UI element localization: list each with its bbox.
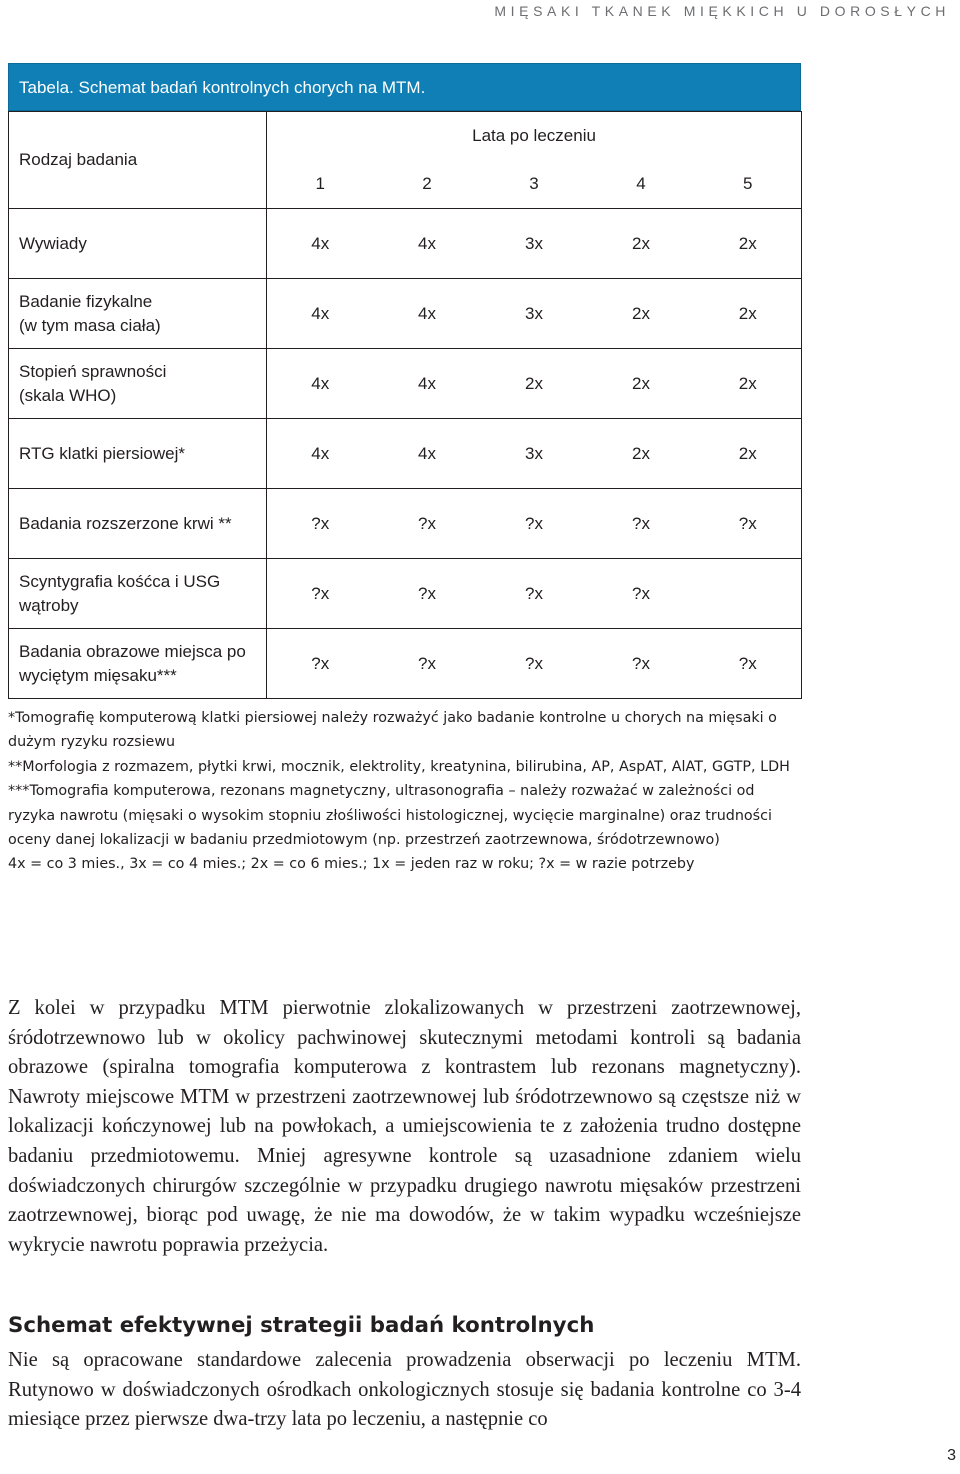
row-label-line: Stopień sprawności (19, 361, 167, 381)
table-row (9, 419, 802, 489)
row-label-line: RTG klatki piersiowej* (19, 443, 185, 463)
footnote-imaging: ***Tomografia komputerowa, rezonans magnetyczny, ultrasonografia – należy rozważać w zależności od ryzyka nawrotu (mięsaki o wysokim stopniu złośliwości histologicznej, wycięcie marginalne) oraz trudności oceny danej lokalizacji w badaniu przedmiotowym (np. przestrzeń zaotrzewnowa, śródotrzewnowo) (8, 783, 772, 849)
row-label-line: Badania obrazowe miejsca po (19, 641, 246, 661)
row-label (9, 559, 267, 629)
header-year-5: 5 (695, 160, 802, 209)
footnote-chest-ct: *Tomografię komputerową klatki piersiowej należy rozważyć jako badanie kontrolne u chorych na mięsaki o dużym ryzyku rozsiewu (8, 710, 777, 751)
cell-year-5: 2x (695, 419, 802, 489)
row-label (9, 419, 267, 489)
row-label-line: Wywiady (19, 233, 87, 253)
control-schedule-table (8, 111, 802, 699)
body-paragraph-2 (8, 1346, 801, 1435)
cell-year-3: 3x (481, 209, 588, 279)
paragraph-strategy: Nie są opracowane standardowe zalecenia prowadzenia obserwacji po leczeniu MTM. Rutynowo w doświadczonych ośrodkach onkologicznych stosuje się badania kontrolne co 3-4 miesiące przez pierwsze dwa-trzy lata po leczeniu, a następnie co (8, 1349, 801, 1431)
header-years-after-treatment: Lata po leczeniu (267, 112, 802, 161)
cell-year-1: 4x (267, 349, 374, 419)
paragraph-retroperitoneal: Z kolei w przypadku MTM pierwotnie zlokalizowanych w przestrzeni zaotrzewnowej, śródotrzewnowo lub w okolicy pachwinowej skutecznymi metodami kontroli są badania obrazowe (spiralna tomografia komputerowa z kontrastem lub rezonans magnetyczny). Nawroty miejscowe MTM w przestrzeni zaotrzewnowej lub śródotrzewnowo są częstsze niż w lokalizacji kończynowej lub na powłokach, a umiejscowienia te z założenia trudno dostępne badaniu przedmiotowemu. Mniej agresywne kontrole są uzasadnione zdaniem wielu doświadczonych chirurgów szczególnie w przypadku drugiego nawrotu mięsaków przestrzeni zaotrzewnowej, biorąc pod uwagę, że nie ma dowodów, że w takim wypadku wcześniejsze wykrycie nawrotu poprawia przeżycia. (8, 997, 801, 1256)
row-label-line: Badania rozszerzone krwi ** (19, 513, 232, 533)
cell-year-1: 4x (267, 209, 374, 279)
cell-year-4: 2x (588, 209, 695, 279)
cell-year-5: 2x (695, 209, 802, 279)
row-label (9, 349, 267, 419)
cell-year-1: 4x (267, 419, 374, 489)
cell-year-4: 2x (588, 279, 695, 349)
table-row (9, 209, 802, 279)
row-label (9, 489, 267, 559)
row-label-line: (w tym masa ciała) (19, 315, 161, 335)
table-footnotes (8, 706, 798, 877)
cell-year-4: ?x (588, 559, 695, 629)
table-row (9, 489, 802, 559)
cell-year-1: ?x (267, 489, 374, 559)
cell-year-1: ?x (267, 559, 374, 629)
row-label (9, 629, 267, 699)
cell-year-1: 4x (267, 279, 374, 349)
body-paragraph (8, 994, 801, 1260)
page-number: 3 (947, 1447, 956, 1464)
row-label-line: Scyntygrafia kośćca i USG (19, 571, 221, 591)
row-label (9, 209, 267, 279)
cell-year-3: ?x (481, 559, 588, 629)
cell-year-4: ?x (588, 489, 695, 559)
cell-year-2: ?x (374, 559, 481, 629)
cell-year-2: 4x (374, 209, 481, 279)
cell-year-3: 3x (481, 279, 588, 349)
cell-year-5: 2x (695, 349, 802, 419)
cell-year-2: 4x (374, 349, 481, 419)
table-row (9, 559, 802, 629)
cell-year-5: ?x (695, 629, 802, 699)
header-year-1: 1 (267, 160, 374, 209)
cell-year-2: 4x (374, 279, 481, 349)
running-head: MIĘSAKI TKANEK MIĘKKICH U DOROSŁYCH (494, 3, 950, 19)
row-label-line: Badanie fizykalne (19, 291, 153, 311)
cell-year-2: 4x (374, 419, 481, 489)
row-label-line: (skala WHO) (19, 385, 117, 405)
cell-year-3: 3x (481, 419, 588, 489)
cell-year-4: 2x (588, 419, 695, 489)
table-row (9, 629, 802, 699)
cell-year-4: 2x (588, 349, 695, 419)
cell-year-5: ?x (695, 489, 802, 559)
table-body (9, 209, 802, 699)
cell-year-5 (695, 559, 802, 629)
footnote-frequency-legend: 4x = co 3 mies., 3x = co 4 mies.; 2x = co 6 mies.; 1x = jeden raz w roku; ?x = w razie potrzeby (8, 856, 695, 873)
cell-year-3: ?x (481, 489, 588, 559)
cell-year-3: ?x (481, 629, 588, 699)
table-caption: Tabela. Schemat badań kontrolnych chorych na MTM. (8, 63, 801, 111)
row-label (9, 279, 267, 349)
header-year-2: 2 (374, 160, 481, 209)
header-exam-type: Rodzaj badania (9, 112, 267, 209)
footnote-blood-tests: **Morfologia z rozmazem, płytki krwi, mocznik, elektrolity, kreatynina, bilirubina, AP, AspAT, AlAT, GGTP, LDH (8, 758, 790, 775)
table-row (9, 349, 802, 419)
cell-year-2: ?x (374, 629, 481, 699)
cell-year-1: ?x (267, 629, 374, 699)
section-heading: Schemat efektywnej strategii badań kontrolnych (8, 1313, 595, 1338)
cell-year-2: ?x (374, 489, 481, 559)
row-label-line: wątroby (19, 595, 79, 615)
row-label-line: wyciętym mięsaku*** (19, 665, 177, 685)
cell-year-5: 2x (695, 279, 802, 349)
header-year-3: 3 (481, 160, 588, 209)
cell-year-4: ?x (588, 629, 695, 699)
table-row (9, 279, 802, 349)
cell-year-3: 2x (481, 349, 588, 419)
header-year-4: 4 (588, 160, 695, 209)
